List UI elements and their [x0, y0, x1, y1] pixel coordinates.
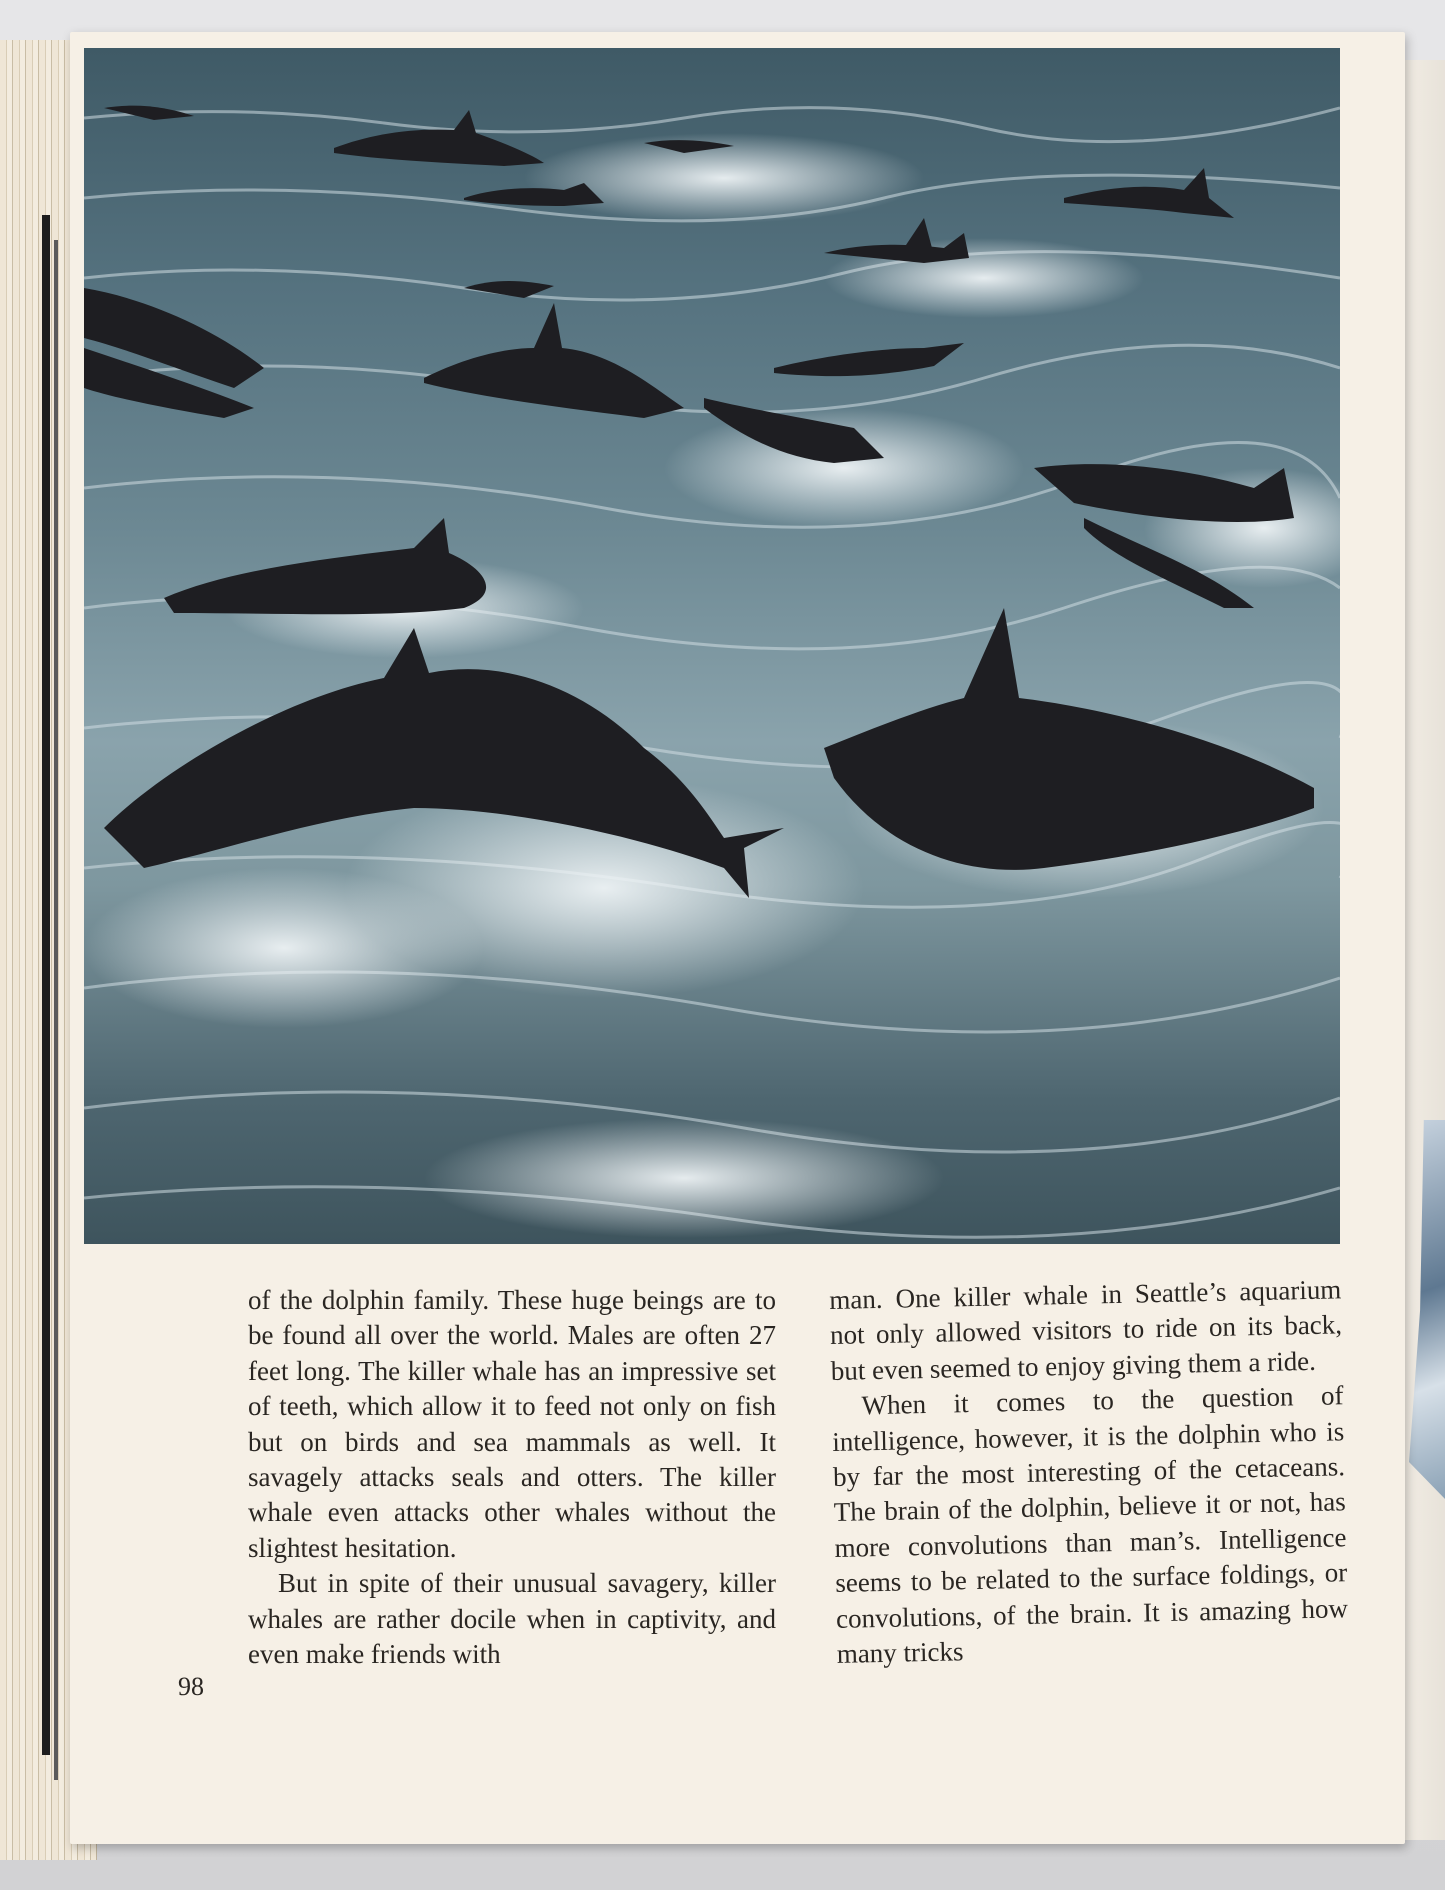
paragraph: man. One killer whale in Seattle’s aquarium not only allowed visitors to ride on its back, but even seemed to enjoy giving them a ride.: [829, 1274, 1343, 1386]
dolphin-photo: [84, 48, 1340, 1244]
paragraph: of the dolphin family. These huge beings are to be found all over the world. Males are often 27 feet long. The killer whale has an impressive set of teeth, which allow it to feed not only on fish but on birds and sea mammals as well. It savagely attacks seals and otters. The killer whale even attacks other whales without the slightest hesitation.: [248, 1285, 776, 1563]
paragraph: But in spite of their unusual savagery, killer whales are rather docile when in captivity, and even make friends with: [248, 1568, 776, 1670]
text-column-left: [248, 1283, 776, 1672]
facing-page-illustration: [1409, 1120, 1445, 1500]
dolphin-photo-graphic: [84, 48, 1340, 1244]
paragraph: When it comes to the question of intelligence, however, it is the dolphin who is by far the most interesting of the cetaceans. The brain of the dolphin, believe it or not, has more convolutions than man’s. Intelligence seems to be related to the surface foldings, or convolutions, of the brain. It is amazing how many tricks: [832, 1380, 1349, 1669]
page-number: 98: [178, 1672, 204, 1701]
edge-stripe: [42, 215, 50, 1755]
edge-stripe: [54, 240, 58, 1780]
foam-patches: [84, 133, 1340, 1238]
text-column-right: [829, 1272, 1349, 1672]
wave-streaks: [84, 108, 1340, 1238]
facing-page-edge: [1400, 60, 1445, 1840]
